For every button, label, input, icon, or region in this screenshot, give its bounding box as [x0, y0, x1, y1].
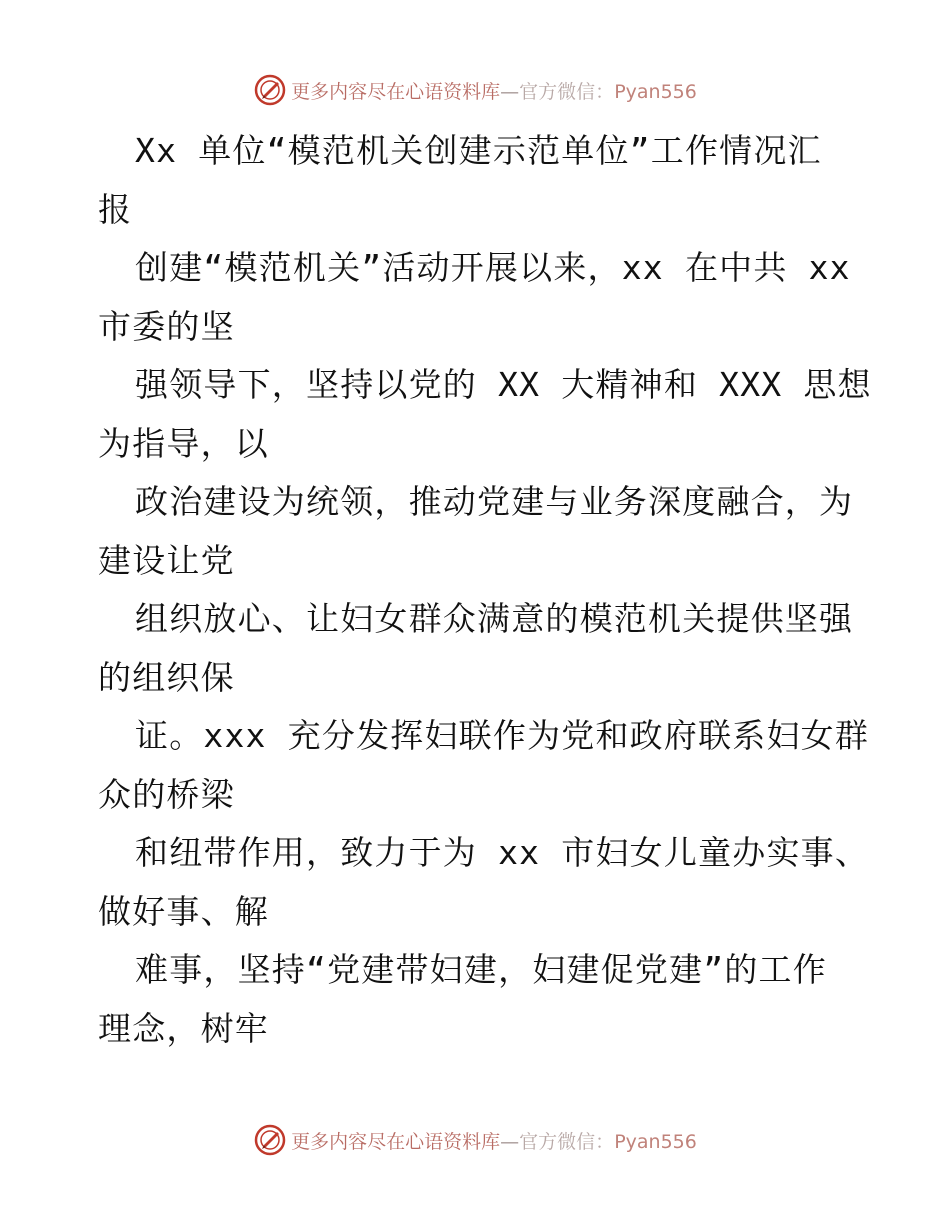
- document-line: 政治建设为统领，推动党建与业务深度融合，为: [135, 482, 854, 521]
- document-body: [98, 122, 872, 1058]
- document-line: 证。xxx 充分发挥妇联作为党和政府联系妇女群: [135, 716, 870, 755]
- document-line: 的组织保: [98, 657, 235, 697]
- document-line: 强领导下，坚持以党的 XX 大精神和 XXX 思想: [135, 365, 872, 404]
- document-line: 创建“模范机关”活动开展以来，xx 在中共 xx: [135, 248, 851, 287]
- document-line: 组织放心、让妇女群众满意的模范机关提供坚强: [135, 599, 854, 638]
- brand-logo-icon: [253, 1123, 287, 1157]
- document-line: 市委的坚: [98, 306, 235, 346]
- document-line: 建设让党: [98, 540, 235, 580]
- banner-wechat-label: 官方微信：: [519, 1130, 615, 1153]
- banner-wechat-id: Pyan556: [614, 1130, 697, 1153]
- document-line: 做好事、解: [98, 891, 269, 931]
- document-line: 报: [98, 189, 133, 229]
- document-line: 为指导，以: [98, 423, 269, 463]
- document-line: 和纽带作用，致力于为 xx 市妇女儿童办实事、: [135, 833, 870, 872]
- document-line: Xx 单位“模范机关创建示范单位”工作情况汇: [135, 131, 822, 170]
- header-banner: [0, 70, 950, 110]
- document-line: 难事，坚持“党建带妇建，妇建促党建”的工作: [135, 950, 827, 989]
- banner-dash: —: [500, 1130, 520, 1153]
- banner-wechat-id: Pyan556: [614, 80, 697, 103]
- brand-logo-icon: [253, 73, 287, 107]
- banner-dash: —: [500, 80, 520, 103]
- banner-wechat-label: 官方微信：: [519, 80, 615, 103]
- footer-banner: [0, 1120, 950, 1160]
- document-line: 众的桥梁: [98, 774, 235, 814]
- banner-site-text: 更多内容尽在心语资料库: [291, 1130, 501, 1153]
- banner-site-text: 更多内容尽在心语资料库: [291, 80, 501, 103]
- document-line: 理念，树牢: [98, 1008, 269, 1048]
